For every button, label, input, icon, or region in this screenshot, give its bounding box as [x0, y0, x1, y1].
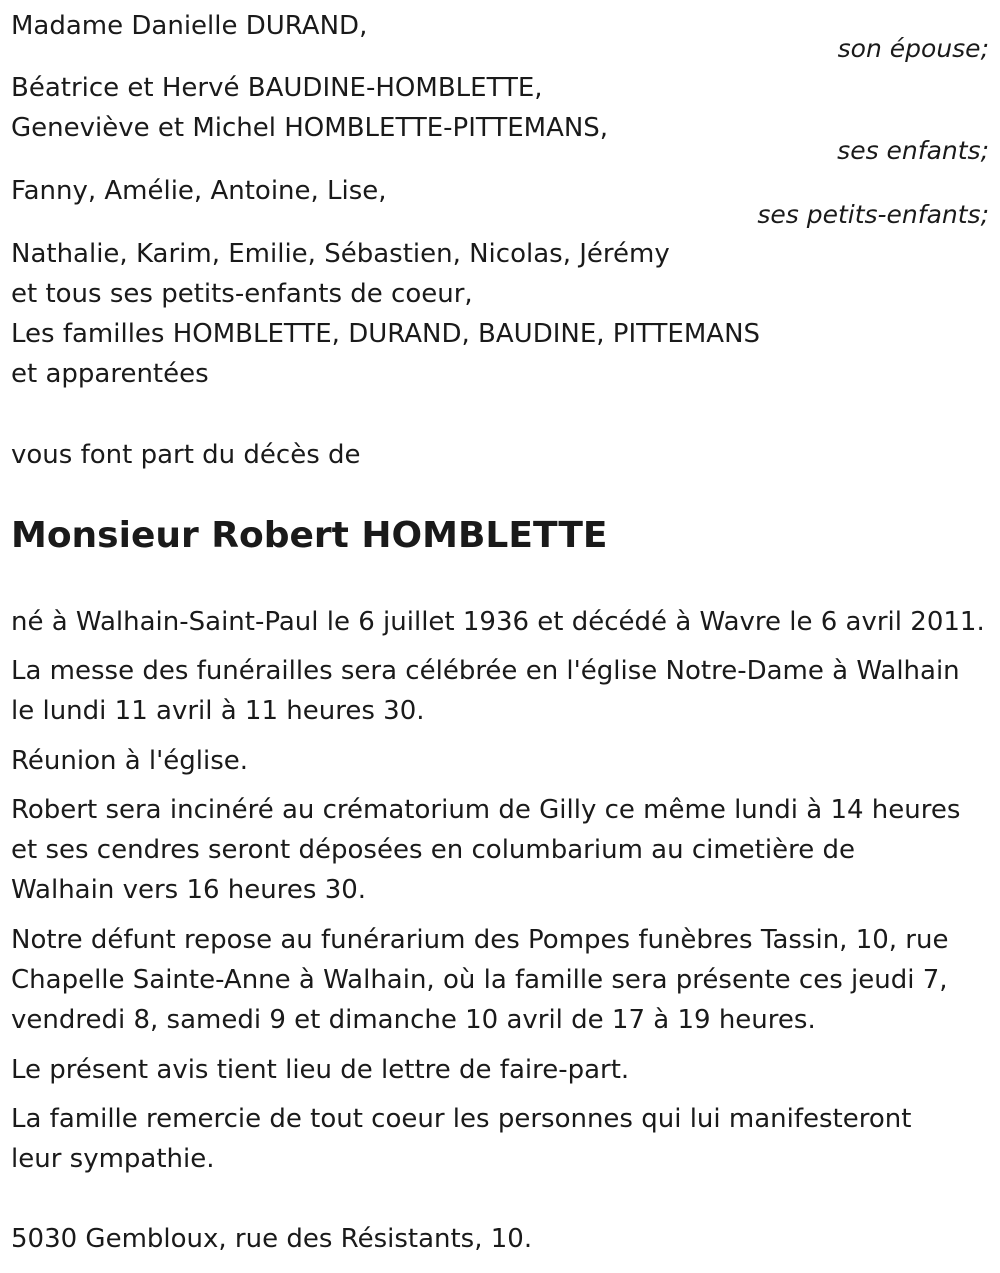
address: 5030 Gembloux, rue des Résistants, 10. — [11, 1224, 533, 1254]
paragraph-funerarium-line-1: Notre défunt repose au funérarium des Pompes funèbres Tassin, 10, rue — [11, 925, 949, 955]
spouse-name: Madame Danielle DURAND, — [11, 11, 368, 41]
paragraph-thanks-line-1: La famille remercie de tout coeur les personnes qui lui manifesteront — [11, 1104, 912, 1134]
grandchildren-names: Fanny, Amélie, Antoine, Lise, — [11, 176, 387, 206]
paragraph-birth-death: né à Walhain-Saint-Paul le 6 juillet 1936 et décédé à Wavre le 6 avril 2011. — [11, 607, 985, 637]
other-relatives-line-4: et apparentées — [11, 359, 209, 389]
paragraph-cremation-line-3: Walhain vers 16 heures 30. — [11, 875, 367, 905]
other-relatives-line-2: et tous ses petits-enfants de coeur, — [11, 279, 473, 309]
children-role: ses enfants; — [837, 136, 989, 165]
obituary-notice — [11, 0, 989, 1273]
deceased-name: Monsieur Robert HOMBLETTE — [11, 515, 608, 556]
paragraph-thanks-line-2: leur sympathie. — [11, 1144, 215, 1174]
grandchildren-role: ses petits-enfants; — [757, 200, 989, 229]
paragraph-reunion: Réunion à l'église. — [11, 746, 249, 776]
paragraph-funeral-line-2: le lundi 11 avril à 11 heures 30. — [11, 696, 425, 726]
other-relatives-line-1: Nathalie, Karim, Emilie, Sébastien, Nicolas, Jérémy — [11, 239, 670, 269]
child-name-2: Geneviève et Michel HOMBLETTE-PITTEMANS, — [11, 113, 609, 143]
paragraph-notice: Le présent avis tient lieu de lettre de faire-part. — [11, 1055, 630, 1085]
child-name-1: Béatrice et Hervé BAUDINE-HOMBLETTE, — [11, 73, 543, 103]
other-relatives-line-3: Les familles HOMBLETTE, DURAND, BAUDINE, PITTEMANS — [11, 319, 761, 349]
announcement-text: vous font part du décès de — [11, 440, 361, 470]
paragraph-cremation-line-1: Robert sera incinéré au crématorium de Gilly ce même lundi à 14 heures — [11, 795, 961, 825]
paragraph-funeral-line-1: La messe des funérailles sera célébrée en l'église Notre-Dame à Walhain — [11, 656, 960, 686]
paragraph-funerarium-line-2: Chapelle Sainte-Anne à Walhain, où la famille sera présente ces jeudi 7, — [11, 965, 948, 995]
paragraph-funerarium-line-3: vendredi 8, samedi 9 et dimanche 10 avril de 17 à 19 heures. — [11, 1005, 816, 1035]
spouse-role: son épouse; — [837, 34, 989, 63]
paragraph-cremation-line-2: et ses cendres seront déposées en columbarium au cimetière de — [11, 835, 855, 865]
